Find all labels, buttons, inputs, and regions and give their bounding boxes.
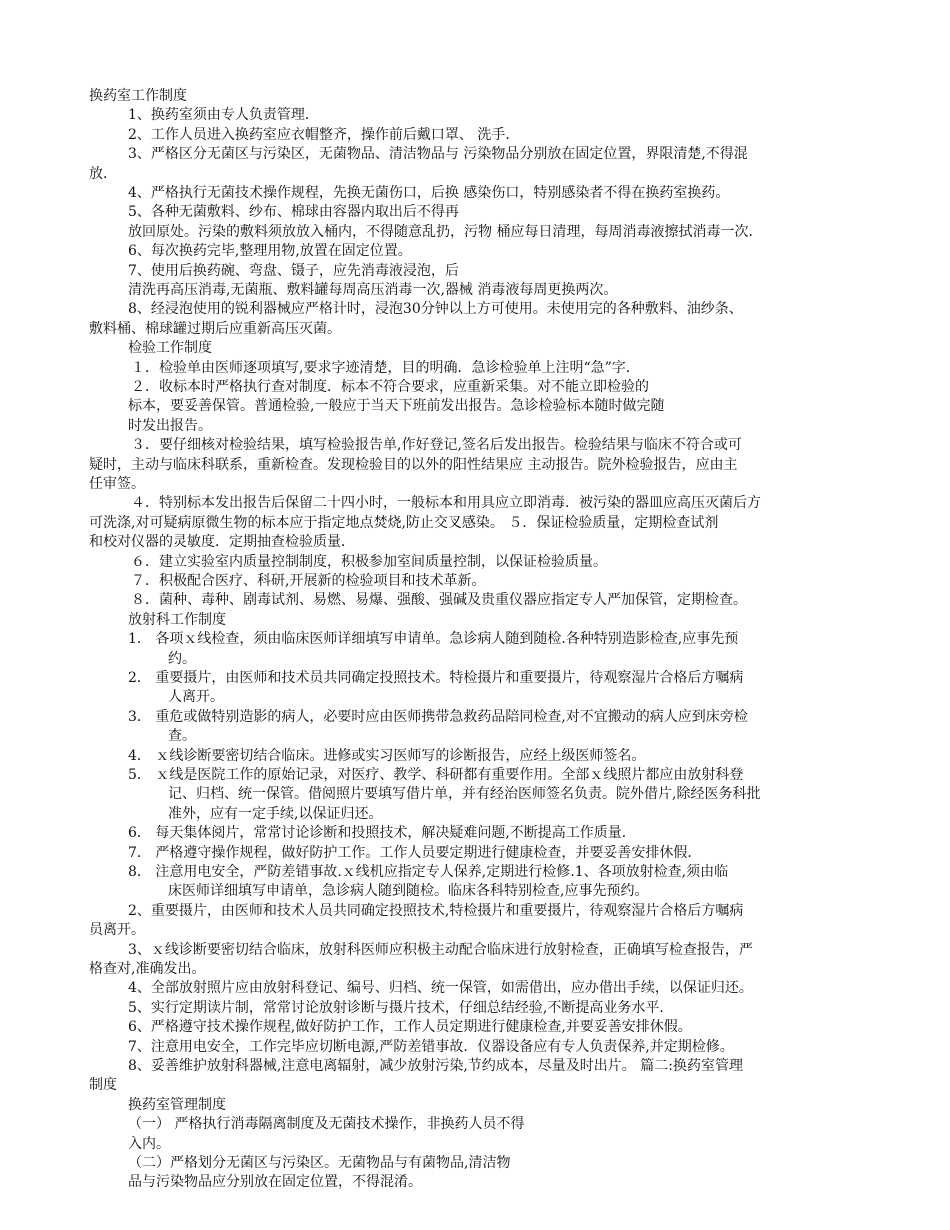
text-line: ２．收标本时严格执行查对制度．标本不符合要求，应重新采集。对不能立即检验的 xyxy=(131,379,649,395)
text-line: 人离开。 xyxy=(168,689,224,705)
text-line: 和校对仪器的灵敏度．定期抽查检验质量． xyxy=(89,534,355,550)
text-line: 5、实行定期读片制，常常讨论放射诊断与摄片技术，仔细总结经验,不断提高业务水平． xyxy=(128,1000,674,1016)
text-line: 可洗涤,对可疑病原微生物的标本应于指定地点焚烧,防止交叉感染。 ５．保证检验质量，定期检查试剂 xyxy=(89,515,719,531)
text-line: 疑时，主动与临床科联系，重新检查。发现检验目的以外的阳性结果应 主动报告。院外检验报告，应由主 xyxy=(89,457,738,473)
text-line: 换药室管理制度 xyxy=(128,1097,226,1113)
text-line: 员离开。 xyxy=(89,922,145,938)
text-line: ３．要仔细核对检验结果，填写检验报告单,作好登记,签名后发出报告。检验结果与临床不符合或可 xyxy=(131,437,742,453)
text-line: 8、妥善维护放射科器械,注意电离辐射，减少放射污染,节约成本，尽量及时出片。 篇二:换药室管理 xyxy=(128,1058,743,1074)
text-line: 4、全部放射照片应由放射科登记、编号、归档、统一保管，如需借出，应办借出手续，以保证归还。 xyxy=(128,980,753,996)
text-line: 5． ｘ线是医院工作的原始记录，对医疗、教学、科研都有重要作用。全部ｘ线照片都应由放射科登 xyxy=(128,767,744,783)
text-line: 清洗再高压消毒,无菌瓶、敷料罐每周高压消毒一次,器械 消毒液每周更换两次。 xyxy=(128,282,618,298)
text-line: 放回原处。污染的敷料须放放入桶内，不得随意乱扔，污物 桶应每日清理，每周消毒液擦拭消毒一次． xyxy=(128,224,763,240)
text-line: 6、每次换药完毕,整理用物,放置在固定位置。 xyxy=(128,243,412,259)
text-line: 2、工作人员进入换药室应衣帽整齐，操作前后戴口罩、 洗手． xyxy=(128,127,520,143)
text-line: 4． ｘ线诊断要密切结合临床。进修或实习医师写的诊断报告，应经上级医师签名。 xyxy=(128,748,646,764)
text-line: 6． 每天集体阅片，常常讨论诊断和投照技术，解决疑难问题,不断提高工作质量． xyxy=(128,825,636,841)
text-line: 准外，应有一定手续,以保证归还。 xyxy=(168,806,383,822)
text-line: ４．特别标本发出报告后保留二十四小时，一般标本和用具应立即消毒．被污染的器皿应高压灭菌后方 xyxy=(131,495,761,511)
text-line: 床医师详细填写申请单，急诊病人随到随检。临床各科特别检查,应事先预约。 xyxy=(168,883,649,899)
text-line: 任审签。 xyxy=(89,476,145,492)
text-line: 放射科工作制度 xyxy=(128,612,226,628)
text-line: 格查对,准确发出。 xyxy=(89,961,206,977)
text-line: 时发出报告。 xyxy=(128,418,212,434)
text-line: 8． 注意用电安全，严防差错事故.ｘ线机应指定专人保养,定期进行检修.1、各项放射检查,须由临 xyxy=(128,864,729,880)
text-line: 1、换药室须由专人负责管理． xyxy=(128,107,319,123)
text-line: 7、使用后换药碗、弯盘、镊子，应先消毒液浸泡，后 xyxy=(128,263,459,279)
text-line: 敷料桶、棉球罐过期后应重新高压灭菌。 xyxy=(89,321,341,337)
text-line: 品与污染物品应分别放在固定位置，不得混淆。 xyxy=(128,1174,422,1190)
text-line: 检验工作制度 xyxy=(128,340,212,356)
text-line: 查。 xyxy=(168,728,196,744)
text-line: 记、归档、统一保管。借阅照片要填写借片单，并有经治医师签名负责。院外借片,除经医务科批 xyxy=(168,786,761,802)
text-line: 7． 严格遵守操作规程，做好防护工作。工作人员要定期进行健康检查，并要妥善安排休假． xyxy=(128,845,702,861)
text-line: 约。 xyxy=(168,651,196,667)
text-line: （二）严格划分无菌区与污染区。无菌物品与有菌物品,清洁物 xyxy=(128,1155,511,1171)
text-line: 2． 重要摄片，由医师和技术员共同确定投照技术。特检摄片和重要摄片，待观察湿片合格后方嘱病 xyxy=(128,670,744,686)
text-line: 3、ｘ线诊断要密切结合临床，放射科医师应积极主动配合临床进行放射检查，正确填写检查报告，严 xyxy=(128,942,753,958)
text-line: 1． 各项ｘ线检查，须由临床医师详细填写申请单。急诊病人随到随检.各种特别造影检查,应事先预 xyxy=(128,631,739,647)
text-line: 换药室工作制度 xyxy=(89,88,187,104)
text-line: 3、严格区分无菌区与污染区，无菌物品、清洁物品与 污染物品分别放在固定位置，界限清楚,不得混 xyxy=(128,146,748,162)
text-line: 7、注意用电安全，工作完毕应切断电源,严防差错事故．仪器设备应有专人负责保养,并定期检修。 xyxy=(128,1039,734,1055)
text-line: ６．建立实验室内质量控制制度，积极参加室间质量控制，以保证检验质量。 xyxy=(131,554,607,570)
text-line: ７．积极配合医疗、科研,开展新的检验项目和技术革新。 xyxy=(131,573,486,589)
text-line: 制度 xyxy=(89,1077,117,1093)
text-line: １．检验单由医师逐项填写,要求字迹清楚，目的明确．急诊检验单上注明“急”字． xyxy=(131,360,640,376)
text-line: （一） 严格执行消毒隔离制度及无菌技术操作，非换药人员不得 xyxy=(128,1116,525,1132)
text-line: 放． xyxy=(89,166,117,182)
text-line: 3． 重危或做特别造影的病人，必要时应由医师携带急救药品陪同检查,对不宜搬动的病人应到床旁检 xyxy=(128,709,748,725)
text-line: 4、严格执行无菌技术操作规程，先换无菌伤口，后换 感染伤口，特别感染者不得在换药室换药。 xyxy=(128,185,730,201)
text-line: 8、经浸泡使用的锐利器械应严格计时，浸泡30分钟以上方可使用。未使用完的各种敷料、油纱条、 xyxy=(128,301,743,317)
text-line: 入内。 xyxy=(128,1136,170,1152)
text-line: 标本，要妥善保管。普通检验,一般应于当天下班前发出报告。急诊检验标本随时做完随 xyxy=(128,398,665,414)
text-line: 2、重要摄片，由医师和技术人员共同确定投照技术,特检摄片和重要摄片，待观察湿片合格后方嘱病 xyxy=(128,903,744,919)
text-line: ８．菌种、毒种、剧毒试剂、易燃、易爆、强酸、强碱及贵重仪器应指定专人严加保管，定期检查。 xyxy=(131,592,747,608)
text-line: 6、严格遵守技术操作规程,做好防护工作，工作人员定期进行健康检查,并要妥善安排休假。 xyxy=(128,1019,692,1035)
text-line: 5、各种无菌敷料、纱布、棉球由容器内取出后不得再 xyxy=(128,204,459,220)
